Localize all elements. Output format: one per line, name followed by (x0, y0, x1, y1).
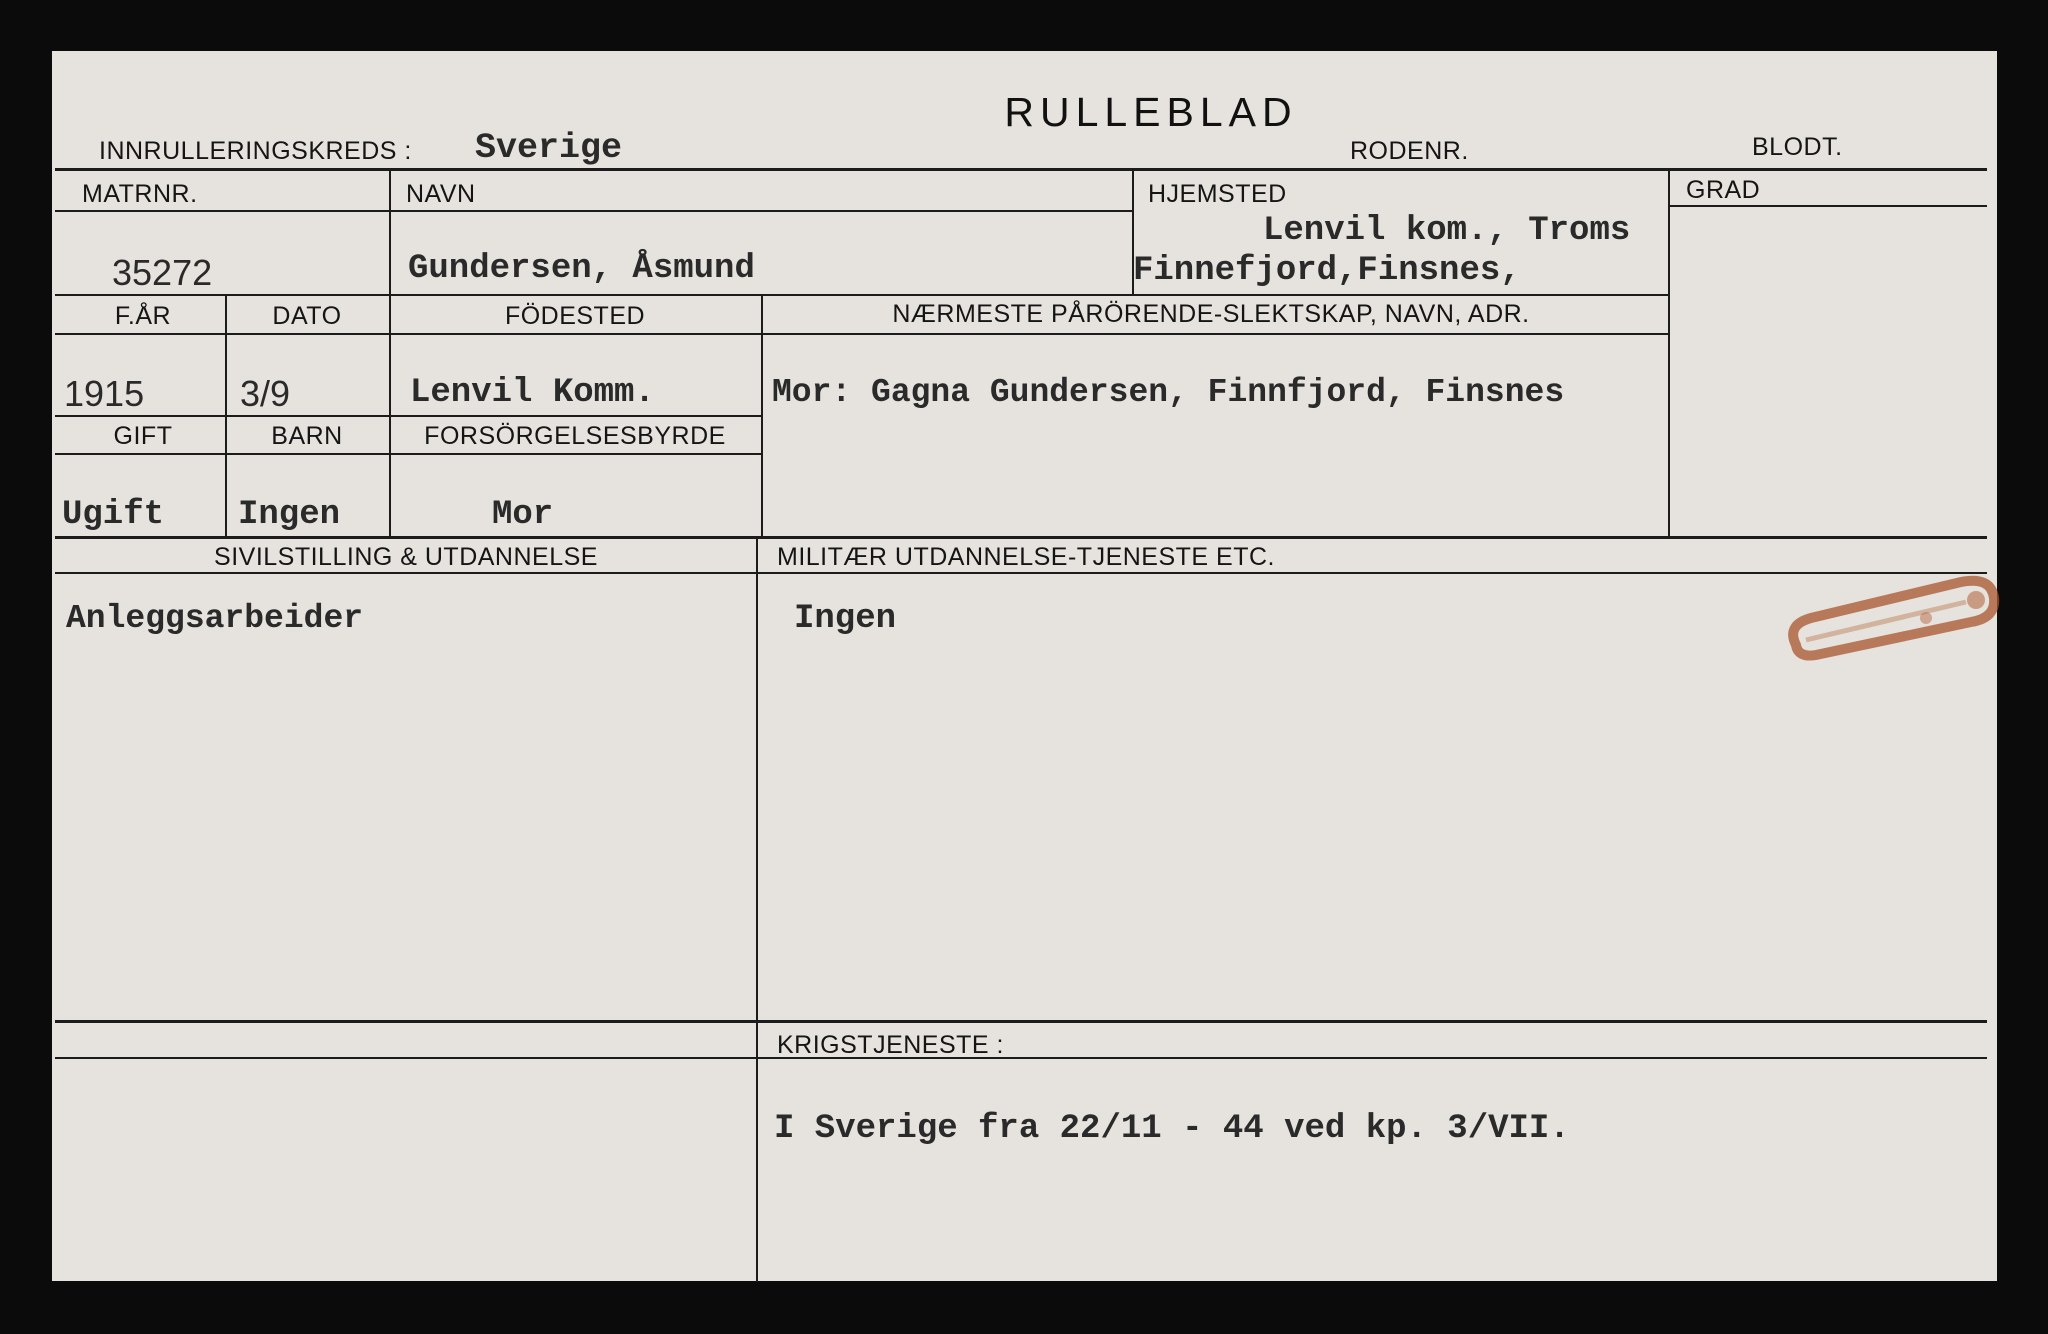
value-militaer: Ingen (794, 600, 897, 638)
rulleblad-card (52, 51, 1997, 1281)
value-matrnr: 35272 (112, 252, 213, 293)
label-barn: BARN (271, 422, 343, 450)
label-forsorgelse: FORSÖRGELSESBYRDE (424, 422, 726, 450)
rule-header-5 (55, 1057, 1987, 1059)
card-title: RULLEBLAD (1004, 89, 1298, 135)
value-sivilstilling: Anleggsarbeider (66, 600, 364, 637)
divider-grad (1668, 170, 1670, 536)
label-grad: GRAD (1686, 176, 1761, 204)
label-navn: NAVN (406, 180, 476, 208)
rule-grad (1668, 205, 1987, 207)
rule-row-1 (55, 294, 1670, 296)
label-krigstjeneste: KRIGSTJENESTE : (777, 1031, 1004, 1059)
label-parorende: NÆRMESTE PÅRÖRENDE-SLEKTSKAP, NAVN, ADR. (892, 300, 1530, 328)
value-forsorgelse: Mor (492, 496, 554, 534)
rule-top (55, 168, 1987, 171)
divider-lower (756, 538, 758, 1282)
rule-header-4 (55, 572, 1987, 574)
rule-lower (55, 1020, 1987, 1023)
value-faar: 1915 (64, 373, 145, 414)
value-dato: 3/9 (240, 373, 291, 414)
label-gift: GIFT (113, 422, 173, 450)
label-dato: DATO (272, 302, 342, 330)
label-hjemsted: HJEMSTED (1148, 180, 1287, 208)
rule-header-1 (55, 210, 1132, 212)
value-navn: Gundersen, Åsmund (408, 250, 755, 288)
label-sivilstilling: SIVILSTILLING & UTDANNELSE (214, 543, 598, 571)
label-rodenr: RODENR. (1350, 137, 1469, 165)
value-gift: Ugift (62, 496, 165, 534)
value-innrulleringskreds: Sverige (475, 128, 623, 168)
rule-mid (55, 536, 1987, 539)
value-fodested: Lenvil Komm. (410, 374, 655, 412)
rule-row-2 (55, 415, 761, 417)
value-krigstjeneste: I Sverige fra 22/11 - 44 ved kp. 3/VII. (774, 1110, 1570, 1148)
label-faar: F.ÅR (114, 302, 172, 330)
rust-stain-mark (1776, 570, 2006, 665)
label-matrnr: MATRNR. (82, 180, 198, 208)
value-parorende: Mor: Gagna Gundersen, Finnfjord, Finsnes (772, 374, 1565, 411)
value-barn: Ingen (238, 496, 341, 534)
label-blodt: BLODT. (1752, 133, 1843, 161)
label-innrulleringskreds: INNRULLERINGSKREDS : (99, 137, 412, 165)
label-fodested: FÖDESTED (504, 302, 646, 330)
divider-navn (389, 170, 391, 538)
rule-header-3 (55, 453, 761, 455)
divider-fodested (761, 294, 763, 538)
divider-faar (225, 294, 227, 538)
rule-header-2 (55, 333, 1670, 335)
value-hjemsted-line2: Finnefjord,Finsnes, (1133, 252, 1521, 290)
value-hjemsted-line1: Lenvil kom., Troms (1263, 212, 1631, 250)
label-militaer: MILITÆR UTDANNELSE-TJENESTE ETC. (777, 543, 1275, 571)
